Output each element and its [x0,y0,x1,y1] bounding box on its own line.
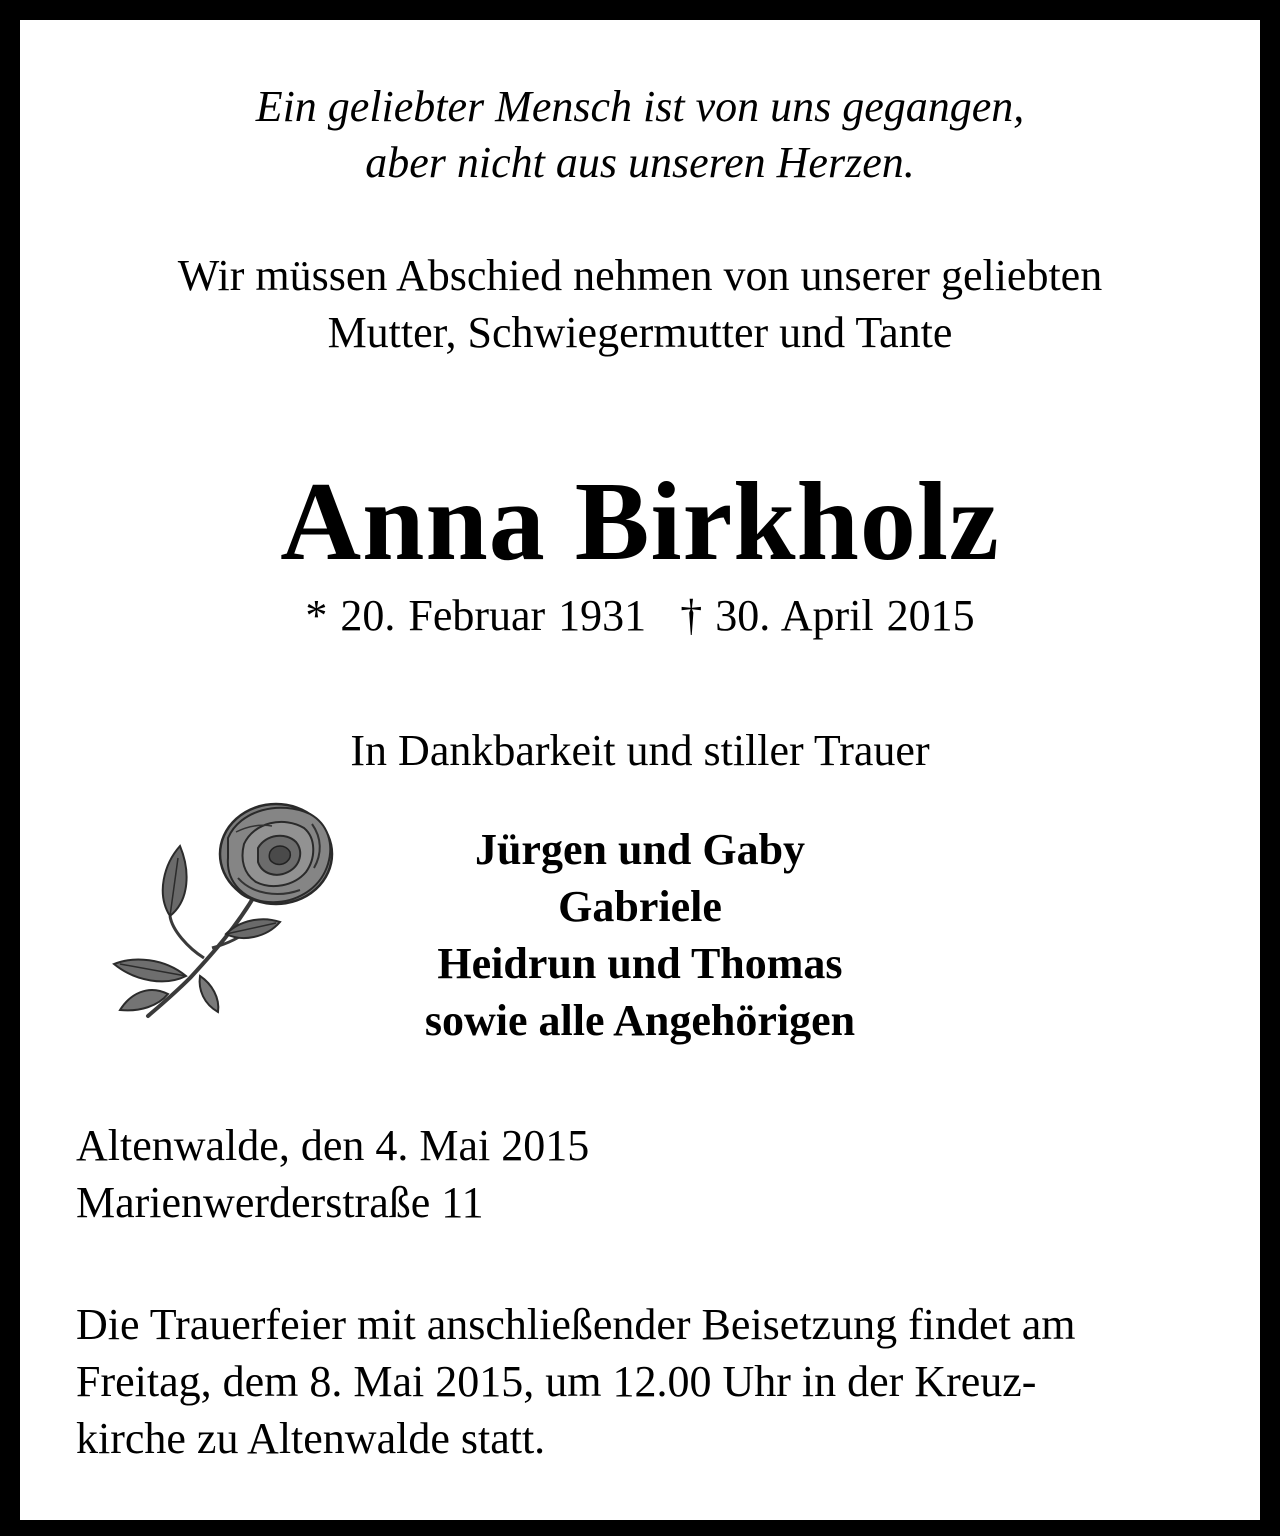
service-line-1: Die Trauerfeier mit anschließender Beisetzung findet am [76,1300,1076,1349]
mourner-line-3: Heidrun und Thomas [437,939,843,988]
life-dates [0,591,1280,640]
intro-line-1: Wir müssen Abschied nehmen von unserer geliebten [177,251,1103,300]
mourner-line-4: sowie alle Angehörigen [424,996,856,1045]
mourner-line-2: Gabriele [558,882,722,931]
place-date: Altenwalde, den 4. Mai 2015 [76,1121,590,1170]
service-line-2: Freitag, dem 8. Mai 2015, um 12.00 Uhr in der Kreuz- [76,1357,1037,1406]
deceased-name: Anna Birkholz [280,460,1000,584]
birth-date: * 20. Februar 1931 [305,591,647,640]
motto-line-1: Ein geliebter Mensch ist von uns gegangen, [255,82,1025,131]
death-date: † 30. April 2015 [680,591,975,640]
address: Marienwerderstraße 11 [76,1178,484,1227]
motto-line-2: aber nicht aus unseren Herzen. [365,138,915,187]
service-line-3: kirche zu Altenwalde statt. [76,1414,546,1463]
rose-icon [108,798,340,1020]
thanks-line: In Dankbarkeit und stiller Trauer [350,726,930,775]
intro-line-2: Mutter, Schwiegermutter und Tante [327,308,953,357]
mourner-line-1: Jürgen und Gaby [474,825,806,874]
